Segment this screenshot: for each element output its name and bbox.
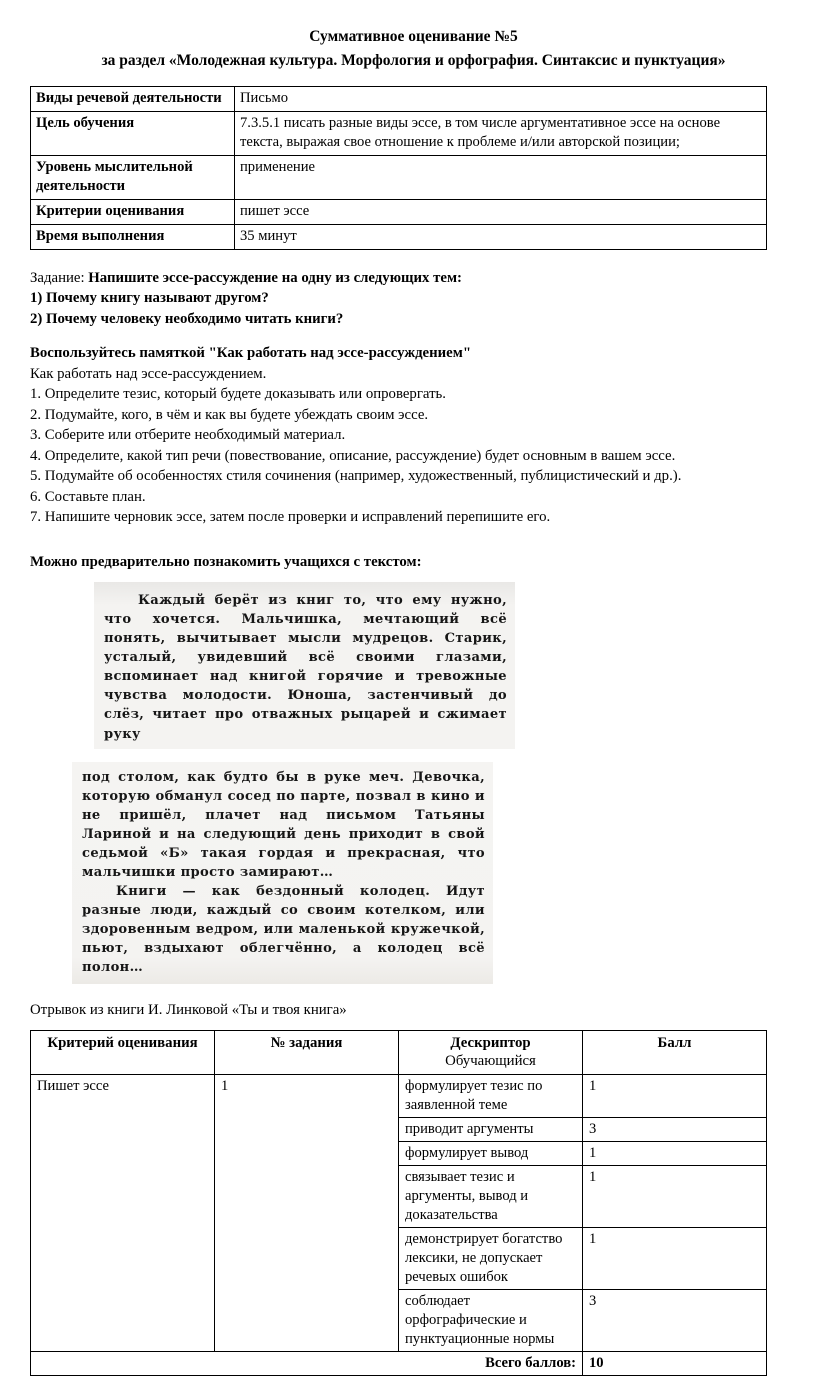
info-label-criteria: Критерии оценивания: [31, 199, 235, 224]
table-row: [31, 199, 767, 224]
scanned-excerpt-image: [30, 582, 797, 984]
memo-step-7: 7. Напишите черновик эссе, затем после проверки и исправлений перепишите его.: [30, 508, 551, 525]
rubric-descriptor-1: формулирует тезис по заявленной теме: [399, 1075, 583, 1118]
info-label-learning-objective: Цель обучения: [31, 111, 235, 155]
rubric-header-criterion: Критерий оценивания: [31, 1030, 215, 1075]
rubric-score-2: 3: [583, 1118, 767, 1142]
rubric-score-3: 1: [583, 1142, 767, 1166]
table-row: [31, 155, 767, 199]
rubric-descriptor-6: соблюдает орфографические и пунктуационные нормы: [399, 1290, 583, 1352]
excerpt-scan-block-2: [72, 762, 493, 985]
rubric-task-no-value: 1: [215, 1075, 399, 1352]
info-value-speech-type: Письмо: [235, 87, 767, 112]
rubric-descriptor-3: формулирует вывод: [399, 1142, 583, 1166]
info-value-time: 35 минут: [235, 224, 767, 249]
memo-subheading: Как работать над эссе-рассуждением.: [30, 365, 267, 382]
memo-step-4: 4. Определите, какой тип речи (повествование, описание, рассуждение) будет основным в вашем эссе.: [30, 447, 676, 464]
excerpt-intro: Можно предварительно познакомить учащихся с текстом:: [30, 554, 422, 571]
task-heading-line: [30, 268, 797, 289]
excerpt-paragraph-1: Каждый берёт из книг то, что ему нужно, что хочется. Мальчишка, мечтающий всё понять, вычитывает мысли мудрецов. Старик, усталый, увидевший всё своими глазами, вспоминает над книгой горячие и тревожные чувства молодости. Юноша, застенчивый до слёз, читает про отважных рыцарей и сжимает руку: [104, 593, 507, 742]
info-label-speech-type: Виды речевой деятельности: [31, 87, 235, 112]
rubric-header-descriptor: [399, 1030, 583, 1075]
rubric-header-task-no: № задания: [215, 1030, 399, 1075]
spacer: [30, 330, 797, 343]
table-row: [31, 1075, 767, 1118]
task-heading: Напишите эссе-рассуждение на одну из следующих тем:: [88, 269, 462, 286]
rubric-table: [30, 1030, 767, 1376]
info-value-thinking-level: применение: [235, 155, 767, 199]
info-value-learning-objective: 7.3.5.1 писать разные виды эссе, в том числе аргументативное эссе на основе текста, выражая свое отношение к проблеме и/или авторской позиции;: [235, 111, 767, 155]
task-topic-2: 2) Почему человеку необходимо читать книги?: [30, 311, 344, 328]
memo-section: [30, 343, 797, 528]
rubric-header-descriptor-main: Дескриптор: [450, 1034, 531, 1051]
info-label-thinking-level: Уровень мыслительной деятельности: [31, 155, 235, 199]
memo-step-6: 6. Составьте план.: [30, 488, 146, 505]
info-value-criteria: пишет эссе: [235, 199, 767, 224]
excerpt-paragraph-3: Книги — как бездонный колодец. Идут разные люди, каждый со своим котелком, или здоровенным ведром, или маленькой кружечкой, пьют, вздыхают облегчённо, а колодец всё полон…: [82, 883, 485, 976]
task-topic-1: 1) Почему книгу называют другом?: [30, 290, 269, 307]
info-label-time: Время выполнения: [31, 224, 235, 249]
table-header-row: [31, 1030, 767, 1075]
title-line-1: Суммативное оценивание №5: [309, 28, 518, 45]
spacer: [30, 545, 797, 552]
assessment-info-table: [30, 86, 767, 250]
title-line-2: за раздел «Молодежная культура. Морфология и орфография. Синтаксис и пунктуация»: [101, 52, 726, 69]
rubric-score-5: 1: [583, 1228, 767, 1290]
rubric-score-1: 1: [583, 1075, 767, 1118]
rubric-total-value: 10: [583, 1352, 767, 1376]
table-row: [31, 111, 767, 155]
excerpt-caption: Отрывок из книги И. Линковой «Ты и твоя книга»: [30, 1002, 347, 1019]
memo-step-5: 5. Подумайте об особенностях стиля сочинения (например, художественный, публицистический и др.).: [30, 468, 682, 485]
rubric-total-label: Всего баллов:: [31, 1352, 583, 1376]
rubric-descriptor-4: связывает тезис и аргументы, вывод и доказательства: [399, 1166, 583, 1228]
rubric-criterion-value: Пишет эссе: [31, 1075, 215, 1352]
memo-step-3: 3. Соберите или отберите необходимый материал.: [30, 427, 346, 444]
rubric-descriptor-2: приводит аргументы: [399, 1118, 583, 1142]
rubric-score-4: 1: [583, 1166, 767, 1228]
excerpt-scan-block-1: [94, 582, 515, 748]
spacer: [30, 527, 797, 545]
table-total-row: [31, 1352, 767, 1376]
rubric-descriptor-5: демонстрирует богатство лексики, не допускает речевых ошибок: [399, 1228, 583, 1290]
task-prefix: Задание:: [30, 269, 89, 286]
memo-heading: Воспользуйтесь памяткой "Как работать над эссе-рассуждением": [30, 344, 472, 361]
document-title: [30, 26, 797, 72]
excerpt-paragraph-2: под столом, как будто бы в руке меч. Девочка, которую обманул сосед по парте, позвал в кино и не пришёл, плачет над письмом Татьяны Лариной и на следующий день приходит в свой седьмой «Б» такая гордая и прекрасная, что мальчишки просто замирают…: [82, 769, 485, 880]
table-row: [31, 87, 767, 112]
table-row: [31, 224, 767, 249]
rubric-header-descriptor-sub: Обучающийся: [445, 1053, 536, 1070]
rubric-header-score: Балл: [583, 1030, 767, 1075]
task-section: [30, 268, 797, 330]
memo-step-1: 1. Определите тезис, который будете доказывать или опровергать.: [30, 386, 446, 403]
rubric-score-6: 3: [583, 1290, 767, 1352]
spacer: [30, 250, 797, 268]
memo-step-2: 2. Подумайте, кого, в чём и как вы будете убеждать своим эссе.: [30, 406, 429, 423]
